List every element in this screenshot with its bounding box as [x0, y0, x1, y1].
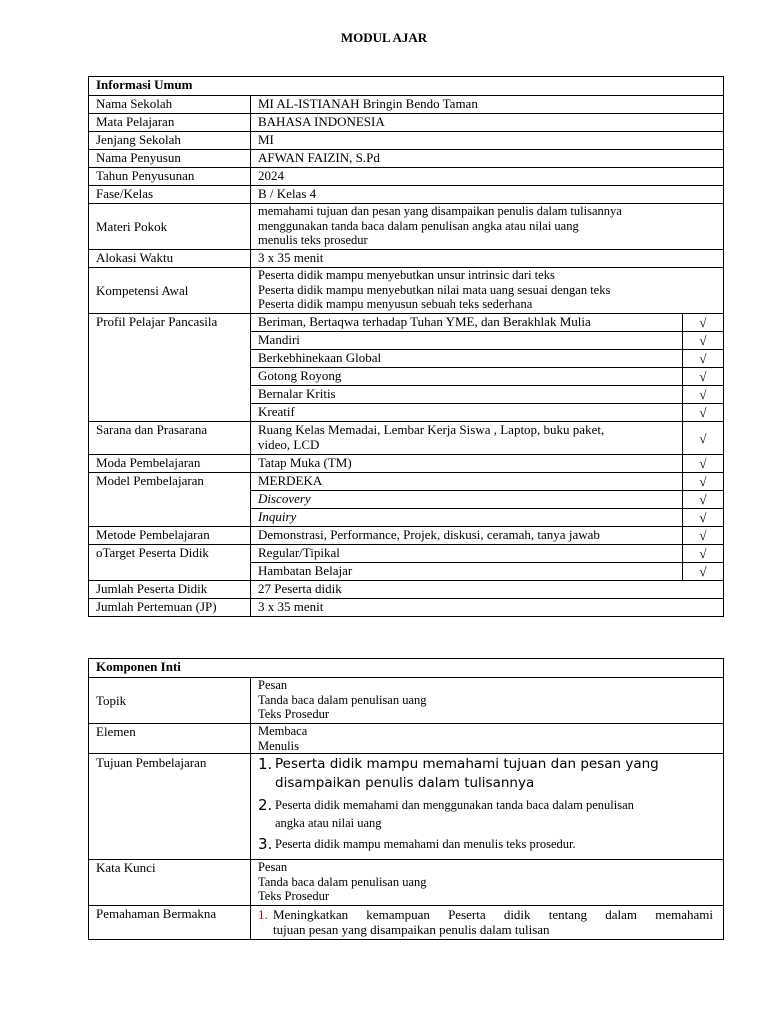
- tujuan-item: [258, 835, 723, 853]
- tahun-value: 2024: [251, 168, 724, 186]
- materi-label: Materi Pokok: [89, 204, 251, 250]
- elemen-line: Membaca: [258, 724, 308, 738]
- tujuan-item: [258, 796, 723, 832]
- check-mark: √: [683, 527, 724, 545]
- pemahaman-item: [258, 906, 713, 937]
- model-item: Discovery: [251, 491, 683, 509]
- sarana-line: video, LCD: [258, 437, 320, 452]
- model-item: Inquiry: [251, 509, 683, 527]
- kata-kunci-line: Pesan: [258, 860, 288, 874]
- komponen-inti-header: Komponen Inti: [89, 659, 724, 678]
- pemahaman-label: Pemahaman Bermakna: [89, 906, 251, 940]
- target-item: Regular/Tipikal: [251, 545, 683, 563]
- jumlah-peserta-value: 27 Peserta didik: [251, 581, 724, 599]
- sarana-value: [251, 422, 683, 455]
- tujuan-line: Peserta didik mampu memahami dan menulis teks prosedur.: [275, 837, 576, 851]
- target-item: Hambatan Belajar: [251, 563, 683, 581]
- profil-item: Mandiri: [251, 332, 683, 350]
- penyusun-value: AFWAN FAIZIN, S.Pd: [251, 150, 724, 168]
- model-item: MERDEKA: [251, 473, 683, 491]
- sarana-line: Ruang Kelas Memadai, Lembar Kerja Siswa , Laptop, buku paket,: [258, 422, 605, 437]
- informasi-umum-header: Informasi Umum: [89, 77, 724, 96]
- tujuan-line: angka atau nilai uang: [275, 816, 382, 830]
- nama-sekolah-value: MI AL-ISTIANAH Bringin Bendo Taman: [251, 96, 724, 114]
- mata-pelajaran-label: Mata Pelajaran: [89, 114, 251, 132]
- tujuan-line: Peserta didik memahami dan menggunakan tanda baca dalam penulisan: [275, 798, 634, 812]
- topik-line: Tanda baca dalam penulisan uang: [258, 692, 427, 707]
- check-mark: √: [683, 509, 724, 527]
- alokasi-value: 3 x 35 menit: [251, 250, 724, 268]
- check-mark: √: [683, 473, 724, 491]
- elemen-label: Elemen: [89, 724, 251, 754]
- tujuan-item: [258, 755, 723, 793]
- kompetensi-label: Kompetensi Awal: [89, 268, 251, 314]
- materi-line: menggunakan tanda baca dalam penulisan angka atau nilai uang: [258, 218, 579, 233]
- kompetensi-line: Peserta didik mampu menyebutkan unsur intrinsic dari teks: [258, 268, 555, 282]
- profil-item: Beriman, Bertaqwa terhadap Tuhan YME, dan Berakhlak Mulia: [251, 314, 683, 332]
- pemahaman-line: Meningkatkan kemampuan Peserta didik tentang dalam memahami: [273, 907, 713, 922]
- kata-kunci-value: [251, 860, 724, 906]
- metode-label: Metode Pembelajaran: [89, 527, 251, 545]
- check-mark: √: [683, 368, 724, 386]
- check-mark: √: [683, 422, 724, 455]
- check-mark: √: [683, 332, 724, 350]
- elemen-line: Menulis: [258, 738, 299, 753]
- check-mark: √: [683, 350, 724, 368]
- jenjang-value: MI: [251, 132, 724, 150]
- pemahaman-line: tujuan pesan yang disampaikan penulis dalam tulisan: [273, 922, 550, 937]
- moda-label: Moda Pembelajaran: [89, 455, 251, 473]
- target-label: oTarget Peserta Didik: [89, 545, 251, 581]
- materi-line: menulis teks prosedur: [258, 233, 368, 247]
- informasi-umum-table: [88, 76, 724, 617]
- topik-line: Pesan: [258, 678, 288, 692]
- jumlah-pertemuan-value: 3 x 35 menit: [251, 599, 724, 617]
- check-mark: √: [683, 386, 724, 404]
- check-mark: √: [683, 491, 724, 509]
- tujuan-line: disampaikan penulis dalam tulisannya: [275, 775, 535, 791]
- jumlah-pertemuan-label: Jumlah Pertemuan (JP): [89, 599, 251, 617]
- pemahaman-value: [251, 906, 724, 940]
- profil-item: Bernalar Kritis: [251, 386, 683, 404]
- kompetensi-line: Peserta didik mampu menyusun sebuah teks sederhana: [258, 297, 533, 311]
- topik-value: [251, 678, 724, 724]
- jumlah-peserta-label: Jumlah Peserta Didik: [89, 581, 251, 599]
- jenjang-label: Jenjang Sekolah: [89, 132, 251, 150]
- tujuan-value: [251, 754, 724, 860]
- check-mark: √: [683, 455, 724, 473]
- check-mark: √: [683, 545, 724, 563]
- elemen-value: [251, 724, 724, 754]
- mata-pelajaran-value: BAHASA INDONESIA: [251, 114, 724, 132]
- metode-value: Demonstrasi, Performance, Projek, diskusi, ceramah, tanya jawab: [251, 527, 683, 545]
- check-mark: √: [683, 314, 724, 332]
- tujuan-number: 1.: [258, 755, 273, 773]
- alokasi-label: Alokasi Waktu: [89, 250, 251, 268]
- kata-kunci-label: Kata Kunci: [89, 860, 251, 906]
- profil-item: Gotong Royong: [251, 368, 683, 386]
- materi-line: memahami tujuan dan pesan yang disampaikan penulis dalam tulisannya: [258, 204, 622, 218]
- check-mark: √: [683, 404, 724, 422]
- pemahaman-number: 1.: [258, 907, 268, 922]
- materi-value: [251, 204, 724, 250]
- tujuan-number: 3.: [258, 835, 273, 853]
- profil-item: Berkebhinekaan Global: [251, 350, 683, 368]
- check-mark: √: [683, 563, 724, 581]
- kata-kunci-line: Teks Prosedur: [258, 889, 329, 903]
- topik-line: Teks Prosedur: [258, 707, 329, 721]
- nama-sekolah-label: Nama Sekolah: [89, 96, 251, 114]
- kompetensi-line: Peserta didik mampu menyebutkan nilai mata uang sesuai dengan teks: [258, 282, 611, 297]
- topik-label: Topik: [89, 678, 251, 724]
- penyusun-label: Nama Penyusun: [89, 150, 251, 168]
- profil-label: Profil Pelajar Pancasila: [89, 314, 251, 422]
- model-label: Model Pembelajaran: [89, 473, 251, 527]
- komponen-inti-table: [88, 658, 724, 940]
- tujuan-line: Peserta didik mampu memahami tujuan dan pesan yang: [275, 756, 659, 772]
- tujuan-number: 2.: [258, 796, 273, 814]
- moda-value: Tatap Muka (TM): [251, 455, 683, 473]
- tahun-label: Tahun Penyusunan: [89, 168, 251, 186]
- sarana-label: Sarana dan Prasarana: [89, 422, 251, 455]
- kata-kunci-line: Tanda baca dalam penulisan uang: [258, 874, 427, 889]
- fase-label: Fase/Kelas: [89, 186, 251, 204]
- tujuan-label: Tujuan Pembelajaran: [89, 754, 251, 860]
- fase-value: B / Kelas 4: [251, 186, 724, 204]
- document-title: MODUL AJAR: [340, 30, 428, 45]
- profil-item: Kreatif: [251, 404, 683, 422]
- kompetensi-value: [251, 268, 724, 314]
